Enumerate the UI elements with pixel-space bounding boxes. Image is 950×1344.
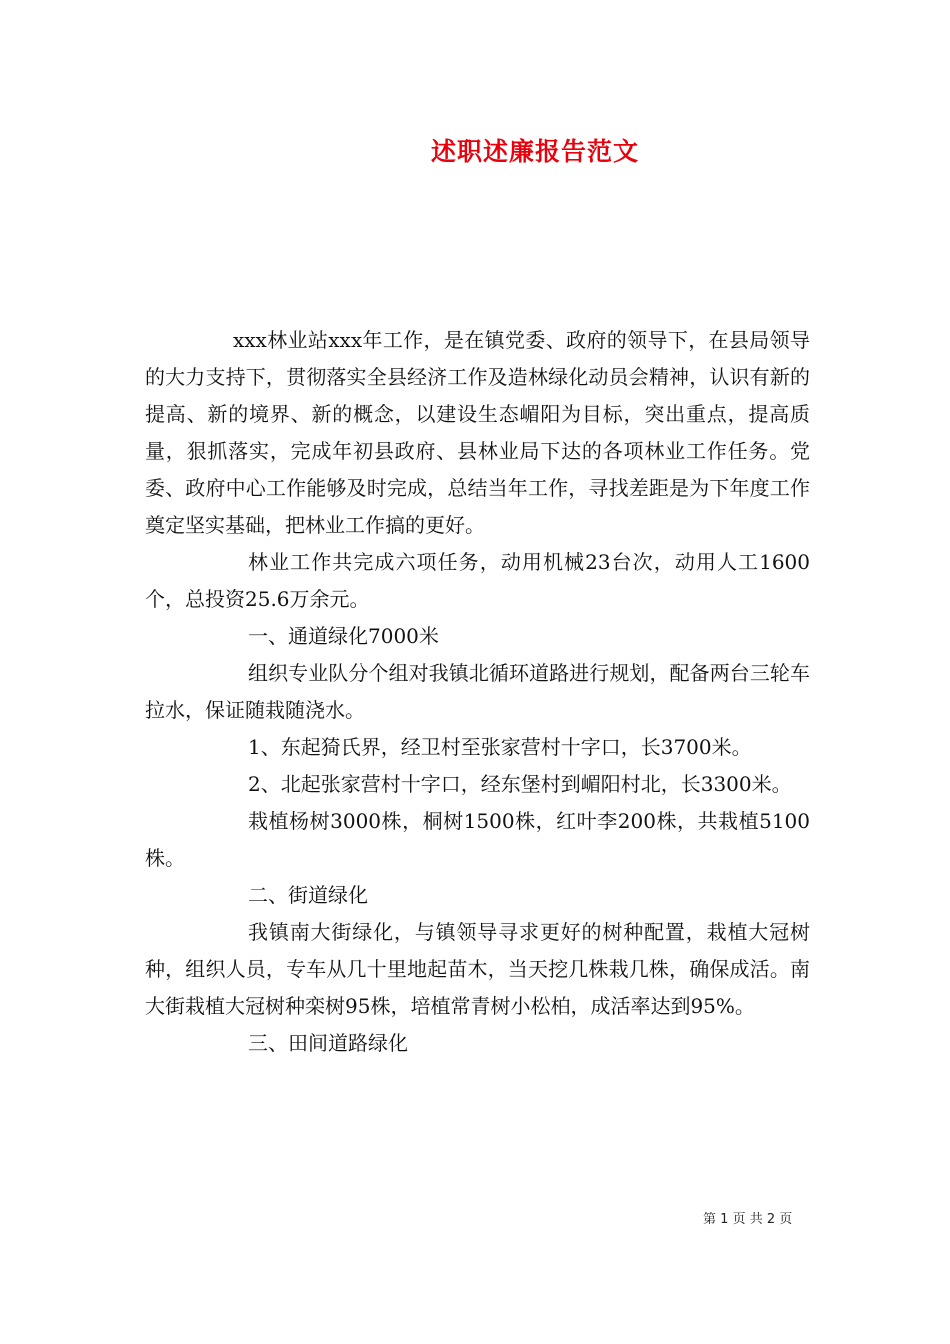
document-title: 述职述廉报告范文 [430,137,639,166]
page-footer [703,1208,792,1227]
paragraph-section2-body: 我镇南大街绿化，与镇领导寻求更好的树种配置，栽植大冠树种，组织人员，专车从几十里地起苗木，当天挖几株栽几株，确保成活。南大街栽植大冠树种栾树95株，培植常青树小松柏，成活率达到95%。 [145,920,810,1018]
paragraph-planting-totals: 栽植杨树3000株，桐树1500株，红叶李200株，共栽植5100株。 [145,809,810,870]
footer-middle: 页 共 [732,1212,763,1227]
list-item-1: 1、东起猗氏界，经卫村至张家营村十字口，长3700米。 [248,735,752,759]
section-heading-1: 一、通道绿化7000米 [248,624,439,648]
footer-suffix: 页 [779,1212,793,1227]
footer-prefix: 第 [703,1212,717,1227]
paragraph-intro: xxx林业站xxx年工作，是在镇党委、政府的领导下，在县局领导的大力支持下，贯彻落实全县经济工作及造林绿化动员会精神，认识有新的提高、新的境界、新的概念，以建设生态嵋阳为目标，突出重点，提高质量，狠抓落实，完成年初县政府、县林业局下达的各项林业工作任务。党委、政府中心工作能够及时完成，总结当年工作，寻找差距是为下年度工作奠定坚实基础，把林业工作搞的更好。 [145,328,810,537]
document-body [145,322,810,1062]
footer-page-number: 1 [720,1212,729,1227]
list-item-2: 2、北起张家营村十字口，经东堡村到嵋阳村北，长3300米。 [248,772,792,796]
paragraph-section1-body: 组织专业队分个组对我镇北循环道路进行规划，配备两台三轮车拉水，保证随栽随浇水。 [145,661,810,722]
footer-total-pages: 2 [766,1212,776,1227]
section-heading-2: 二、街道绿化 [248,883,368,907]
section-heading-3: 三、田间道路绿化 [248,1031,408,1055]
paragraph-summary: 林业工作共完成六项任务，动用机械23台次，动用人工1600个，总投资25.6万余元。 [145,550,810,611]
